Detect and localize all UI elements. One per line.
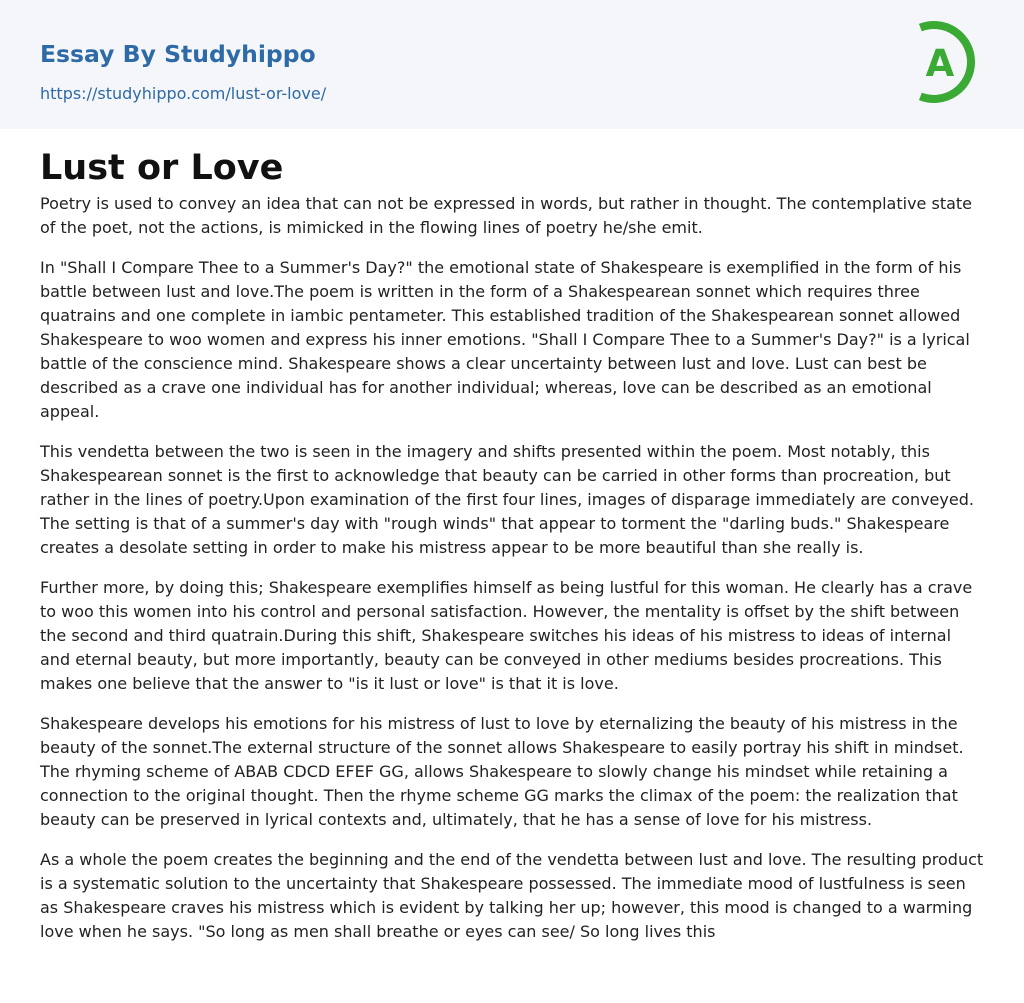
essay-paragraph-1: Poetry is used to convey an idea that can not be expressed in words, but rather in thought. The contemplative state of the poet, not the actions, is mimicked in the flowing lines of poetry he/she emit.: [40, 194, 973, 237]
essay-content: [40, 145, 986, 960]
essay-paragraph-3: This vendetta between the two is seen in the imagery and shifts presented within the poem. Most notably, this Shakespearean sonnet is the first to acknowledge that beauty can be carried in other forms than procreation, but rather in the lines of poetry.Upon examination of the first four lines, images of disparage immediately are conveyed. The setting is that of a summer's day with "rough winds" that appear to torment the "darling buds." Shakespeare creates a desolate setting in order to make his mistress appear to be more beautiful than she really is.: [40, 442, 974, 557]
essay-paragraph-2: In "Shall I Compare Thee to a Summer's Day?" the emotional state of Shakespeare is exemplified in the form of his battle between lust and love.The poem is written in the form of a Shakespearean sonnet which requires three quatrains and one complete in iambic pentameter. This established tradition of the Shakespearean sonnet allowed Shakespeare to woo women and express his inner emotions. "Shall I Compare Thee to a Summer's Day?" is a lyrical battle of the conscience mind. Shakespeare shows a clear uncertainty between lust and love. Lust can best be described as a crave one individual has for another individual; whereas, love can be described as an emotional appeal.: [40, 258, 970, 421]
site-header: [0, 0, 1024, 129]
site-title: Essay By Studyhippo: [40, 40, 316, 68]
essay-paragraph-5: Shakespeare develops his emotions for his mistress of lust to love by eternalizing the beauty of his mistress in the beauty of the sonnet.The external structure of the sonnet allows Shakespeare to easily portray his shift in mindset. The rhyming scheme of ABAB CDCD EFEF GG, allows Shakespeare to slowly change his mindset while retaining a connection to the original thought. Then the rhyme scheme GG marks the climax of the poem: the realization that beauty can be preserved in lyrical contexts and, ultimately, that he has a sense of love for his mistress.: [40, 714, 964, 829]
studyhippo-a-logo-icon[interactable]: [912, 19, 986, 105]
essay-paragraph-6: As a whole the poem creates the beginning and the end of the vendetta between lust and love. The resulting product is a systematic solution to the uncertainty that Shakespeare possessed. The immediate mood of lustfulness is seen as Shakespeare craves his mistress which is evident by talking her up; however, this mood is changed to a warming love when he says. "So long as men shall breathe or eyes can see/ So long lives this: [40, 850, 984, 941]
essay-title: Lust or Love: [40, 148, 284, 188]
essay-paragraph-4: Further more, by doing this; Shakespeare exemplifies himself as being lustful for this woman. He clearly has a crave to woo this women into his control and personal satisfaction. However, the mentality is offset by the shift between the second and third quatrain.During this shift, Shakespeare switches his ideas of his mistress to ideas of internal and eternal beauty, but more importantly, beauty can be conveyed in other mediums besides procreations. This makes one believe that the answer to "is it lust or love" is that it is love.: [40, 578, 973, 693]
logo-letter: A: [925, 42, 955, 85]
essay-url-link[interactable]: https://studyhippo.com/lust-or-love/: [40, 84, 327, 103]
